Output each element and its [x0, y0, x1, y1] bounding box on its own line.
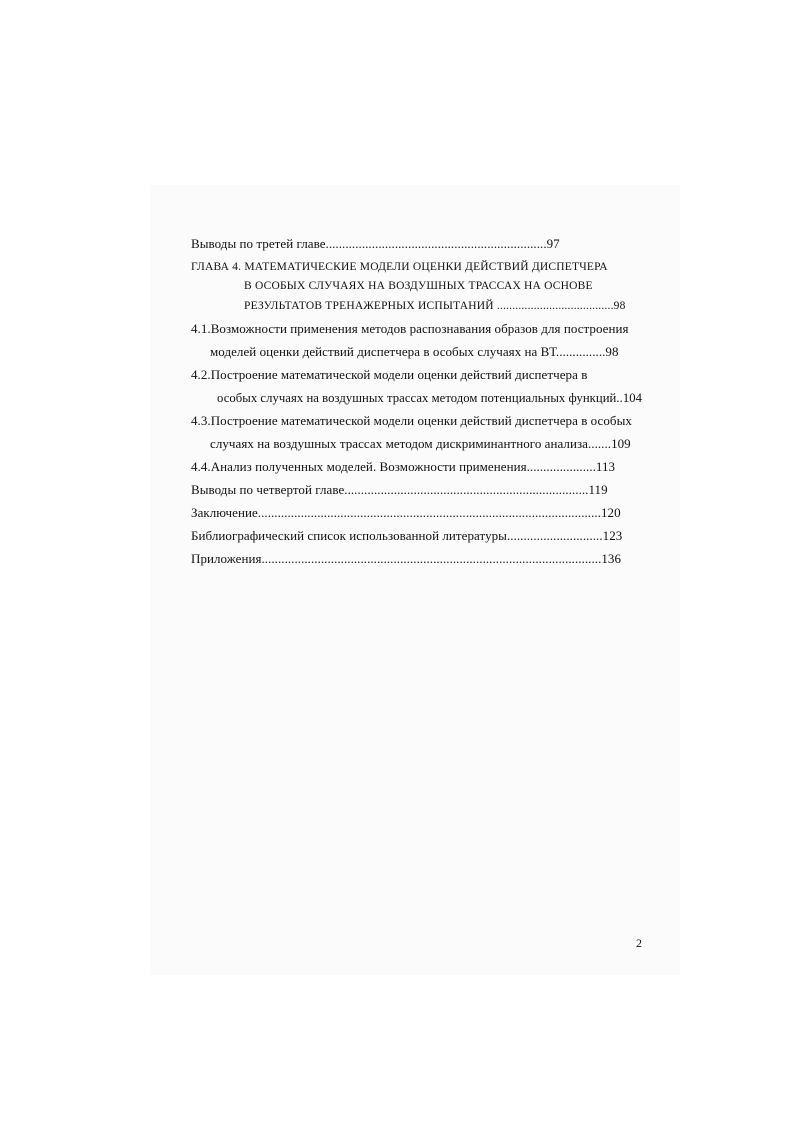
toc-entry-conclusion: Заключение........................................................................................................120	[191, 505, 621, 520]
toc-entry-4-2-line2: особых случаях на воздушных трассах методом потенциальных функций..104	[217, 390, 642, 405]
page-number: 2	[636, 936, 642, 950]
toc-entry-bibliography: Библиографический список использованной литературы.............................123	[191, 528, 623, 543]
toc-entry-4-4: 4.4.Анализ полученных моделей. Возможности применения.....................113	[191, 459, 616, 474]
toc-chapter4-heading-line2: В ОСОБЫХ СЛУЧАЯХ НА ВОЗДУШНЫХ ТРАССАХ НА ОСНОВЕ	[244, 280, 593, 292]
toc-entry-conclusions-ch3: Выводы по третей главе...................................................................97	[191, 236, 560, 251]
toc-entry-4-2-line1: 4.2.Построение математической модели оценки действий диспетчера в	[191, 367, 588, 382]
toc-entry-4-1-line2: моделей оценки действий диспетчера в особых случаях на ВТ...............98	[210, 344, 619, 359]
toc-entry-appendices: Приложения.......................................................................................................136	[191, 551, 622, 566]
toc-entry-conclusions-ch4: Выводы по четвертой главе..........................................................................119	[191, 482, 608, 497]
toc-entry-4-3-line1: 4.3.Построение математической модели оценки действий диспетчера в особых	[191, 413, 632, 428]
toc-chapter4-heading-line1: ГЛАВА 4. МАТЕМАТИЧЕСКИЕ МОДЕЛИ ОЦЕНКИ ДЕЙСТВИЙ ДИСПЕТЧЕРА	[191, 261, 608, 273]
toc-entry-4-3-line2: случаях на воздушных трассах методом дискриминантного анализа.......109	[210, 436, 631, 451]
toc-chapter4-heading-line3: РЕЗУЛЬТАТОВ ТРЕНАЖЕРНЫХ ИСПЫТАНИЙ ......................................98	[244, 300, 626, 312]
toc-entry-4-1-line1: 4.1.Возможности применения методов распознавания образов для построения	[191, 321, 629, 336]
